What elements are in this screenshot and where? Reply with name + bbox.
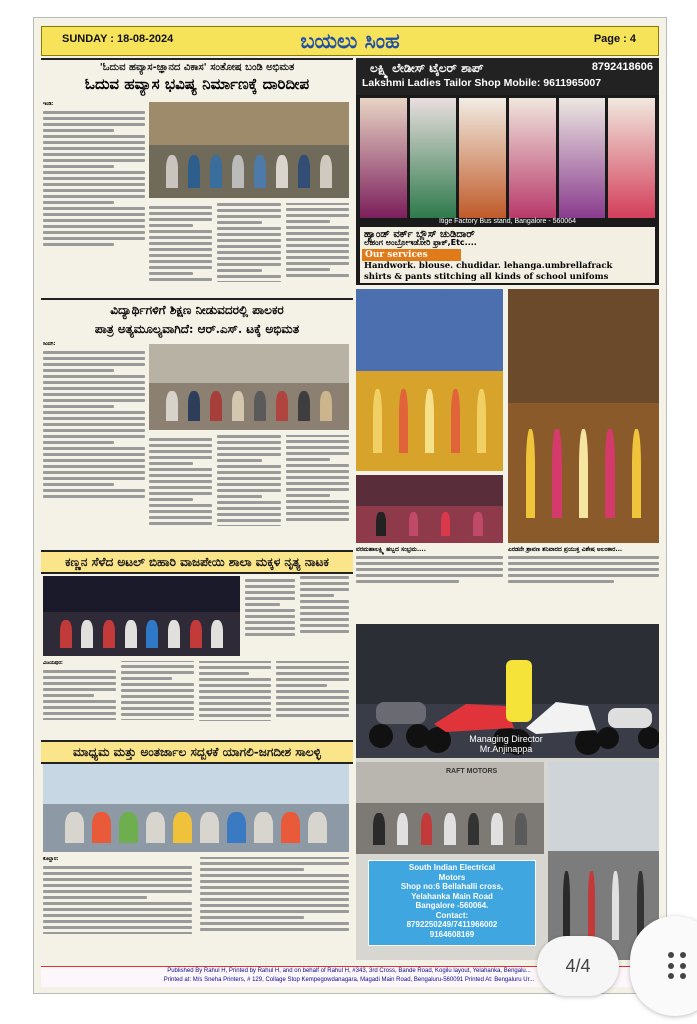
md-name: Mr.Anjinappa xyxy=(479,744,533,754)
article1-photo xyxy=(149,102,349,198)
article1-body-col1 xyxy=(43,102,145,292)
services-label: Our services xyxy=(362,249,461,261)
article4-photo xyxy=(43,764,349,852)
deity-decoration-photo xyxy=(508,289,659,543)
masthead xyxy=(41,26,659,56)
right-column xyxy=(356,58,659,960)
caption-right-title: ಎರಡನೇ ಶ್ರಾವಣ ಶನಿವಾರದ ಪ್ರಯುಕ್ತ ವಿಶೇಷ ಅಲಂಕಾರ... xyxy=(508,546,623,553)
tailor-name-kannada: ಲಕ್ಷ್ಮಿ ಲೇಡೀಸ್ ಟೈಲರ್ ಶಾಪ್ xyxy=(370,61,484,75)
services-line-2: shirts & pants stitching all kinds of school unifoms xyxy=(364,272,609,282)
article4-body xyxy=(43,857,349,957)
caption-left xyxy=(356,546,503,602)
article3-lead: ವಿಜಯಪುರ: xyxy=(43,661,63,666)
article1-kicker: 'ಓದುವ ಹವ್ಯಾಸ-ಜ್ಞಾನದ ವಿಕಾಸ' ಸಂತೋಷ ಬಂಡಿ ಅಭಿಮತ xyxy=(99,62,295,73)
article2-body-col2 xyxy=(149,435,349,547)
divider xyxy=(41,58,353,60)
family-photo xyxy=(356,475,503,543)
services-line-1: Handwork. blouse. chudidar. lehanga.umbrellafrack xyxy=(364,261,613,271)
motors-phone-1: 8792250249/7411966002 xyxy=(406,920,498,929)
tailor-gallery xyxy=(360,98,655,218)
left-column xyxy=(41,58,353,960)
article2-headline-line1: ವಿದ್ಯಾರ್ಥಿಗಳಿಗೆ ಶಿಕ್ಷಣ ನೀಡುವದರಲ್ಲಿ ಪಾಲಕರ xyxy=(110,303,284,317)
festival-altar-photo xyxy=(356,289,503,471)
article1-lead: ಇಂಡಿ: xyxy=(43,102,54,107)
article2-body-col1 xyxy=(43,342,145,547)
motors-phone-2: 9164608169 xyxy=(429,929,475,939)
tailor-shop-ad xyxy=(356,58,659,285)
tailor-kannada-services-2: ಲೆಹಂಗ ಅಂಬ್ರೋಇಡೋರಿ ಫ್ರಾಕ್,Etc.... xyxy=(364,238,477,247)
article3-body xyxy=(43,661,349,737)
showroom-banner xyxy=(356,624,659,758)
tailor-kannada-services: ಹ್ಯಾಂಡ್ ವರ್ಕ್ ಬ್ಲೌಸ್ ಚುಡಿದಾರ್ xyxy=(364,229,475,240)
motors-name-1: South Indian Electrical xyxy=(408,863,496,872)
article3-photo xyxy=(43,576,240,656)
article3-body-side xyxy=(245,576,349,656)
motors-contact-label: Contact: xyxy=(435,910,469,920)
managing-director xyxy=(446,734,566,754)
page-indicator[interactable]: 4/4 xyxy=(537,936,619,996)
article1-headline: ಓದುವ ಹವ್ಯಾಸ ಭವಿಷ್ಯ ನಿರ್ಮಾಣಕ್ಕೆ ದಾರಿದೀಪ xyxy=(84,75,310,93)
tailor-phone-2: 9611965007 xyxy=(543,77,602,89)
motors-contact-box xyxy=(368,860,536,946)
article1-body-col2 xyxy=(149,203,349,295)
caption-right xyxy=(508,546,659,602)
article4-lead: ಕೊಲ್ಹಾರ: xyxy=(43,857,59,862)
store-sign: RAFT MOTORS xyxy=(446,768,498,775)
tailor-address: Itige Factory Bus stand, Bangalore - 560064 xyxy=(439,218,576,225)
motors-name-2: Motors xyxy=(438,872,466,882)
issue-date: SUNDAY : 18-08-2024 xyxy=(62,33,174,45)
article2-headline-line2: ಪಾತ್ರ ಅತ್ಯಮೂಲ್ಯವಾಗಿದೆ: ಆರ್.ಎಸ್. ಟಕ್ಕೆ ಅಭಿಮತ xyxy=(94,322,300,336)
tailor-name-english: Lakshmi Ladies Tailor Shop Mobile: 9611965007 xyxy=(362,77,602,89)
tailor-services xyxy=(360,227,655,283)
showroom-photo-1 xyxy=(356,762,544,854)
grid-dots-icon xyxy=(668,952,688,980)
menu-button[interactable] xyxy=(630,916,697,1016)
imprint-line-2: Printed at: M/s Sneha Printers, # 129, Collage Stop Kempegowdanagara, Magadi Main Road, Bengaluru-560091 Printed At: Bengaluru Ur... xyxy=(163,977,535,983)
divider xyxy=(41,298,353,300)
motors-address-2: Yelahanka Main Road xyxy=(411,891,493,901)
article4-headline: ಮಾಧ್ಯಮ ಮತ್ತು ಅಂತರ್ಜಾಲ ಸದ್ಬಳಕೆ ಯಾಗಲಿ-ಜಗದೀಶ ಸಾಲಳ್ಳಿ xyxy=(41,740,353,764)
md-label: Managing Director xyxy=(469,734,543,744)
newspaper-page xyxy=(33,17,667,994)
article2-lead: ಸಿಂದಗಿ: xyxy=(43,342,56,347)
page-number: Page : 4 xyxy=(593,33,636,45)
article3-headline: ಕಣ್ಣನ ಸೆಳೆದ ಅಟಲ್ ಬಿಹಾರಿ ವಾಜಪೇಯಿ ಶಾಲಾ ಮಕ್ಕಳ ನೃತ್ಯ ನಾಟಕ xyxy=(41,550,353,574)
caption-left-title: ವರಮಹಾಲಕ್ಷ್ಮಿ ಹಬ್ಬದ ಸಂಭ್ರಮ.... xyxy=(356,546,426,553)
motors-address-1: Shop no:6 Bellahalli cross, xyxy=(400,882,504,891)
motors-address-3: Bangalore -560064. xyxy=(415,901,489,910)
newspaper-title: ಬಯಲು ಸಿಂಹ xyxy=(300,28,400,53)
imprint-line-1: Published By Rahul H, Printed by Rahul H, and on behalf of Rahul H, #343, 3rd Cross, Bande Road, Kogilu layout, Yelahanka, Bengalu... xyxy=(167,968,531,974)
electric-motors-ad xyxy=(356,624,659,960)
article2-photo xyxy=(149,344,349,430)
tailor-phone-1: 8792418606 xyxy=(591,61,653,73)
